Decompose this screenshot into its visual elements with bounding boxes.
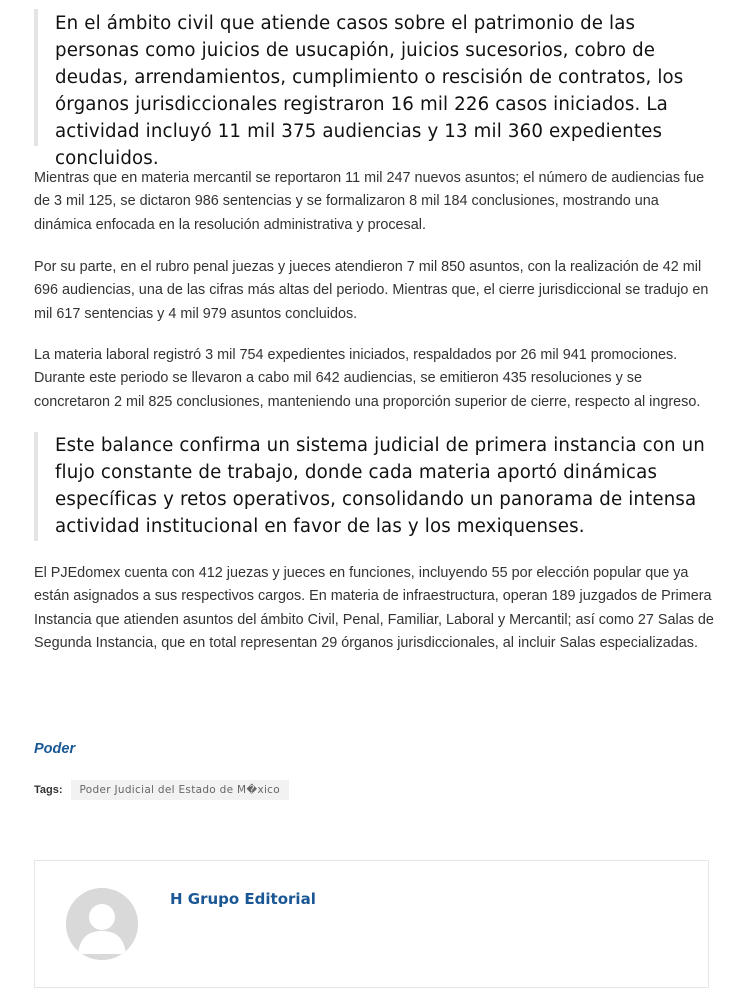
- tags-label: Tags:: [34, 784, 63, 796]
- quote-text: En el ámbito civil que atiende casos sobre el patrimonio de las personas como juicios de usucapión, juicios sucesorios, cobro de deudas, arrendamientos, cumplimiento o rescisión de contratos, los órganos jurisdiccionales registraron 16 mil 226 casos iniciados. La actividad incluyó 11 mil 375 audiencias y 13 mil 360 expedientes concluidos.: [55, 13, 684, 169]
- category-link[interactable]: Poder: [34, 741, 76, 757]
- tags-row: [34, 780, 289, 800]
- author-box: [34, 860, 709, 988]
- paragraph-penal: Por su parte, en el rubro penal juezas y jueces atendieron 7 mil 850 asuntos, con la realización de 42 mil 696 audiencias, una de las cifras más altas del periodo. Mientras que, el cierre jurisdiccional se tradujo en mil 617 sentencias y 4 mil 979 asuntos concluidos.: [34, 259, 709, 322]
- user-placeholder-icon[interactable]: [66, 888, 138, 960]
- paragraph-pjedomex: El PJEdomex cuenta con 412 juezas y jueces en funciones, incluyendo 55 por elección popular que ya están asignados a sus respectivos cargos. En materia de infraestructura, operan 189 juzgados de Primera Instancia que atienden asuntos del ámbito Civil, Penal, Familiar, Laboral y Mercantil; así como 27 Salas de Segunda Instancia, que en total representan 29 órganos jurisdiccionales, al incluir Salas especializadas.: [34, 565, 714, 652]
- blockquote-balance: [34, 432, 710, 541]
- tag-chip[interactable]: Poder Judicial del Estado de M�xico: [71, 780, 289, 800]
- author-name-link[interactable]: H Grupo Editorial: [170, 890, 316, 908]
- blockquote-civil: [34, 9, 710, 169]
- paragraph-mercantil: Mientras que en materia mercantil se reportaron 11 mil 247 nuevos asuntos; el número de audiencias fue de 3 mil 125, se dictaron 986 sentencias y se formalizaron 8 mil 184 conclusiones, mostrando una dinámica enfocada en la resolución administrativa y procesal.: [34, 170, 705, 233]
- paragraph-laboral: La materia laboral registró 3 mil 754 expedientes iniciados, respaldados por 26 mil 941 promociones. Durante este periodo se llevaron a cabo mil 642 audiencias, se emitieron 435 resoluciones y se concretaron 2 mil 825 conclusiones, manteniendo una proporción superior de cierre, respecto al ingreso.: [34, 347, 701, 410]
- quote-text: Este balance confirma un sistema judicial de primera instancia con un flujo constante de trabajo, donde cada materia aportó dinámicas específicas y retos operativos, consolidando un panorama de intensa actividad institucional en favor de las y los mexiquenses.: [55, 435, 705, 537]
